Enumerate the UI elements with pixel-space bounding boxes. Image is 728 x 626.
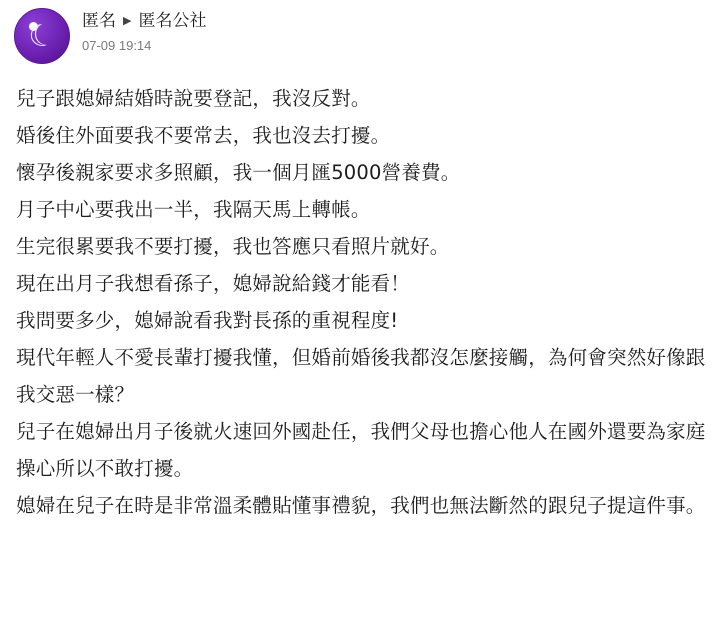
post-header [0,0,728,68]
chevron-right-icon: ▶ [123,15,132,27]
board-name[interactable]: 匿名公社 [138,11,207,30]
post-paragraph: 我問要多少，媳婦說看我對長孫的重視程度! [16,309,399,332]
post-content [0,68,728,524]
post-paragraph: 生完很累要我不要打擾，我也答應只看照片就好。 [16,235,450,258]
post-paragraph: 兒子跟媳婦結婚時說要登記，我沒反對。 [16,87,371,110]
post-paragraph: 現在出月子我想看孫子，媳婦說給錢才能看！ [16,272,411,295]
post-paragraph: 現代年輕人不愛長輩打擾我懂，但婚前婚後我都沒怎麼接觸，為何會突然好像跟我交惡一樣？ [16,346,706,406]
post-timestamp: 07-09 19:14 [82,38,152,53]
post-paragraph: 月子中心要我出一半，我隔天馬上轉帳。 [16,198,371,221]
post-paragraph: 婚後住外面要我不要常去，我也沒去打擾。 [16,124,391,147]
post-paragraph: 媳婦在兒子在時是非常溫柔體貼懂事禮貌，我們也無法斷然的跟兒子提這件事。 [16,494,706,517]
post-paragraph: 懷孕後親家要求多照顧，我一個月匯5000營養費。 [16,161,461,184]
author-row [82,10,206,32]
dolphin-avatar-icon: ☾ [25,16,59,56]
author-name[interactable]: 匿名 [82,11,116,30]
post-header-text [82,8,206,54]
post-paragraph: 兒子在媳婦出月子後就火速回外國赴任，我們父母也擔心他人在國外還要為家庭操心所以不敢打擾。 [16,420,706,480]
avatar[interactable] [14,8,70,64]
